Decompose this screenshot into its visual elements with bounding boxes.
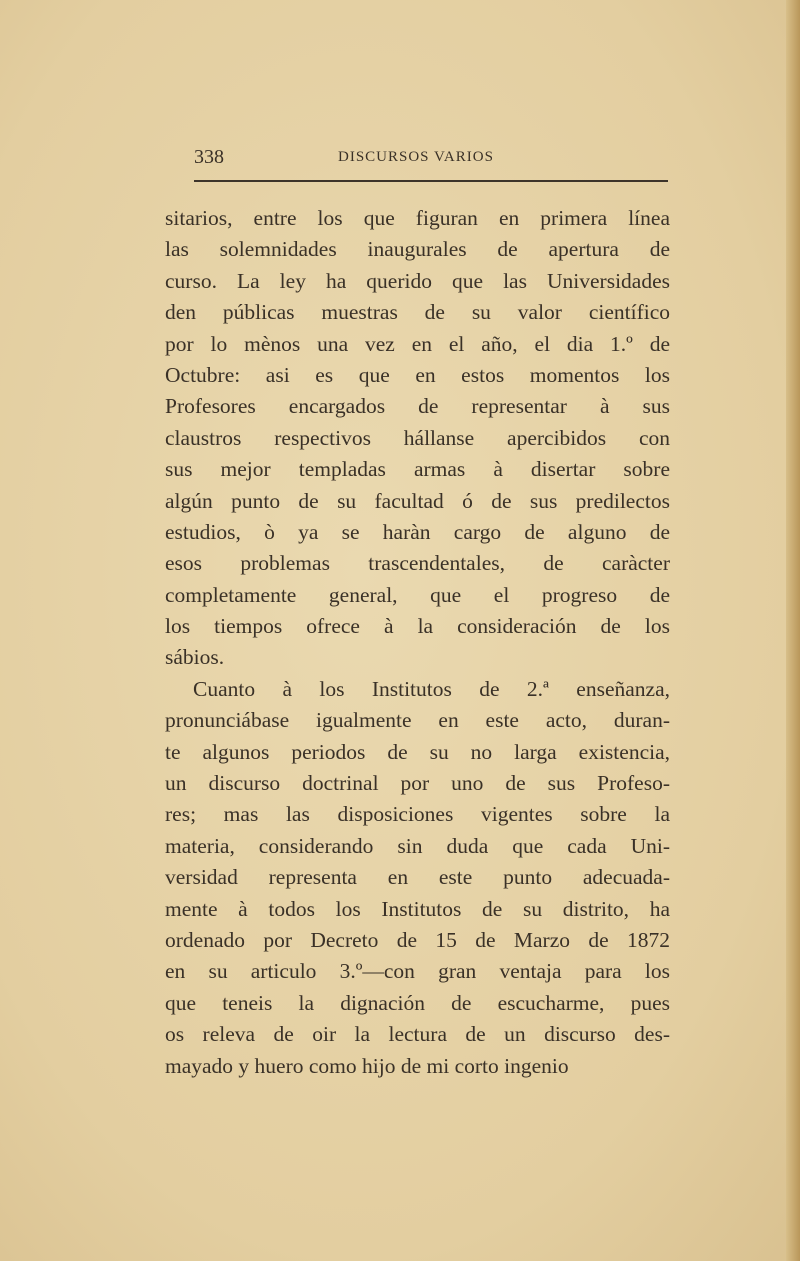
text-line: mente à todos los Institutos de su distrito, ha (165, 896, 670, 921)
text-line: Cuanto à los Institutos de 2.ª enseñanza, (193, 676, 670, 701)
text-line: versidad representa en este punto adecuada- (165, 865, 670, 890)
text-line: curso. La ley ha querido que las Universidades (165, 268, 670, 293)
text-line: Profesores encargados de representar à sus (165, 394, 670, 419)
text-line: mayado y huero como hijo de mi corto ingenio (165, 1053, 569, 1078)
header-rule (194, 180, 668, 182)
text-line: materia, considerando sin duda que cada Uni- (165, 833, 670, 858)
text-line: os releva de oir la lectura de un discurso des- (165, 1022, 670, 1047)
text-line: sábios. (165, 645, 225, 670)
text-line: pronunciábase igualmente en este acto, duran- (165, 708, 670, 733)
text-line: por lo mènos una vez en el año, el dia 1.º de (165, 331, 670, 356)
text-line: res; mas las disposiciones vigentes sobre la (165, 802, 670, 827)
text-line: sus mejor templadas armas à disertar sobre (165, 457, 670, 482)
text-line: sitarios, entre los que figuran en primera línea (165, 206, 670, 230)
text-line: los tiempos ofrece à la consideración de los (165, 614, 670, 639)
page-edge (786, 0, 800, 1261)
text-line: ordenado por Decreto de 15 de Marzo de 1872 (165, 927, 670, 952)
text-line: claustros respectivos hállanse apercibidos con (165, 425, 670, 450)
text-line: esos problemas trascendentales, de caràcter (165, 551, 670, 576)
text-line: que teneis la dignación de escucharme, pues (165, 990, 670, 1015)
text-line: un discurso doctrinal por uno de sus Profeso- (165, 771, 670, 796)
text-line: algún punto de su facultad ó de sus predilectos (165, 488, 670, 513)
text-line: Octubre: asi es que en estos momentos los (165, 362, 670, 387)
page-number: 338 (194, 146, 224, 168)
text-line: completamente general, que el progreso de (165, 582, 670, 607)
text-line: estudios, ò ya se haràn cargo de alguno de (165, 519, 670, 544)
body-text (165, 203, 670, 1082)
running-title: DISCURSOS VARIOS (338, 149, 494, 165)
text-line: te algunos periodos de su no larga existencia, (165, 739, 670, 764)
text-line: den públicas muestras de su valor científico (165, 300, 670, 325)
text-line: las solemnidades inaugurales de apertura de (165, 237, 670, 262)
text-line: en su articulo 3.º—con gran ventaja para los (165, 959, 670, 984)
running-header (194, 146, 670, 172)
